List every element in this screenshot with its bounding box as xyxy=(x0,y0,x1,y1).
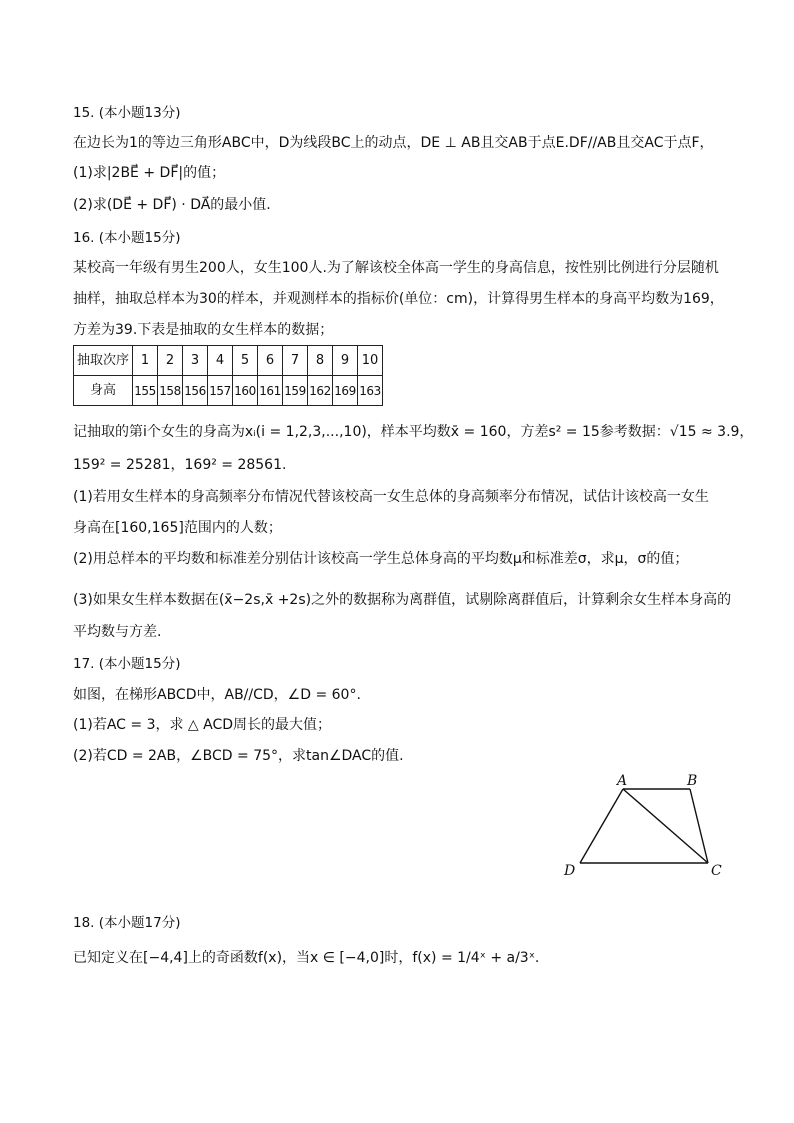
table-cell-height: 169 xyxy=(333,376,358,406)
table-row-order xyxy=(74,346,383,376)
trapezoid-figure xyxy=(556,768,736,884)
table-cell-height: 162 xyxy=(308,376,333,406)
table-cell-height: 163 xyxy=(358,376,383,406)
q16-header: 16. (本小题15分) xyxy=(73,230,181,246)
table-cell-height: 159 xyxy=(283,376,308,406)
table-cell-order: 7 xyxy=(283,346,308,376)
table-cell-order: 4 xyxy=(208,346,233,376)
table-cell-order: 8 xyxy=(308,346,333,376)
vertex-label-b: B xyxy=(687,773,698,789)
q16-part1-line2: 身高在[160,165]范围内的人数； xyxy=(73,520,282,536)
table-cell-height: 158 xyxy=(158,376,183,406)
female-sample-table xyxy=(73,345,383,406)
table-row-label: 抽取次序 xyxy=(74,346,133,376)
table-cell-height: 160 xyxy=(233,376,258,406)
q15-part1: (1)求|2BE⃗ + DF⃗|的值； xyxy=(73,165,226,181)
table-cell-order: 5 xyxy=(233,346,258,376)
table-cell-height: 155 xyxy=(133,376,158,406)
vertex-label-d: D xyxy=(564,863,576,879)
table-cell-order: 6 xyxy=(258,346,283,376)
vertex-label-a: A xyxy=(617,773,628,789)
q17-stem: 如图，在梯形ABCD中，AB//CD，∠D = 60°. xyxy=(73,687,361,703)
table-cell-order: 2 xyxy=(158,346,183,376)
table-cell-height: 156 xyxy=(183,376,208,406)
q16-part1-line1: (1)若用女生样本的身高频率分布情况代替该校高一女生总体的身高频率分布情况，试估计该校高一女生 xyxy=(73,489,709,505)
q17-part2: (2)若CD = 2AB，∠BCD = 75°，求tan∠DAC的值. xyxy=(73,748,404,764)
q16-part2: (2)用总样本的平均数和标准差分别估计该校高一学生总体身高的平均数μ和标准差σ，求μ，σ的值； xyxy=(73,551,689,567)
q16-note-line1: 记抽取的第i个女生的身高为xᵢ(i = 1,2,3,...,10)，样本平均数x̄ = 160，方差s² = 15参考数据：√15 ≈ 3.9， xyxy=(73,424,754,440)
q16-stem-line1: 某校高一年级有男生200人，女生100人.为了解该校全体高一学生的身高信息，按性别比例进行分层随机 xyxy=(73,260,719,276)
segment-ad xyxy=(580,789,623,863)
q15-part2: (2)求(DE⃗ + DF⃗) · DA⃗的最小值. xyxy=(73,197,271,213)
table-cell-order: 9 xyxy=(333,346,358,376)
q16-part3-line2: 平均数与方差. xyxy=(73,624,162,640)
q17-part1: (1)若AC = 3，求 △ ACD周长的最大值； xyxy=(73,717,332,733)
table-cell-height: 161 xyxy=(258,376,283,406)
q15-header: 15. (本小题13分) xyxy=(73,105,181,121)
table-cell-order: 1 xyxy=(133,346,158,376)
table-row-height xyxy=(74,376,383,406)
q18-header: 18. (本小题17分) xyxy=(73,915,181,931)
table-cell-order: 10 xyxy=(358,346,383,376)
q18-stem: 已知定义在[−4,4]上的奇函数f(x)，当x ∈ [−4,0]时，f(x) = 1/4ˣ + a/3ˣ. xyxy=(73,950,540,966)
table-row-label: 身高 xyxy=(74,376,133,406)
diagonal-ac xyxy=(623,789,708,863)
vertex-label-c: C xyxy=(711,863,722,879)
q17-header: 17. (本小题15分) xyxy=(73,656,181,672)
q16-part3-line1: (3)如果女生样本数据在(x̄−2s,x̄ +2s)之外的数据称为离群值，试剔除离群值后，计算剩余女生样本身高的 xyxy=(73,592,732,608)
segment-bc xyxy=(690,789,708,863)
table-cell-height: 157 xyxy=(208,376,233,406)
q16-stem-line2: 抽样，抽取总样本为30的样本，并观测样本的指标价(单位：cm)，计算得男生样本的身高平均数为169， xyxy=(73,291,724,307)
q15-stem: 在边长为1的等边三角形ABC中，D为线段BC上的动点，DE ⊥ AB且交AB于点E.DF//AB且交AC于点F， xyxy=(73,135,714,151)
q16-stem-line3: 方差为39.下表是抽取的女生样本的数据； xyxy=(73,322,334,338)
q16-note-line2: 159² = 25281，169² = 28561. xyxy=(73,457,287,473)
table-cell-order: 3 xyxy=(183,346,208,376)
